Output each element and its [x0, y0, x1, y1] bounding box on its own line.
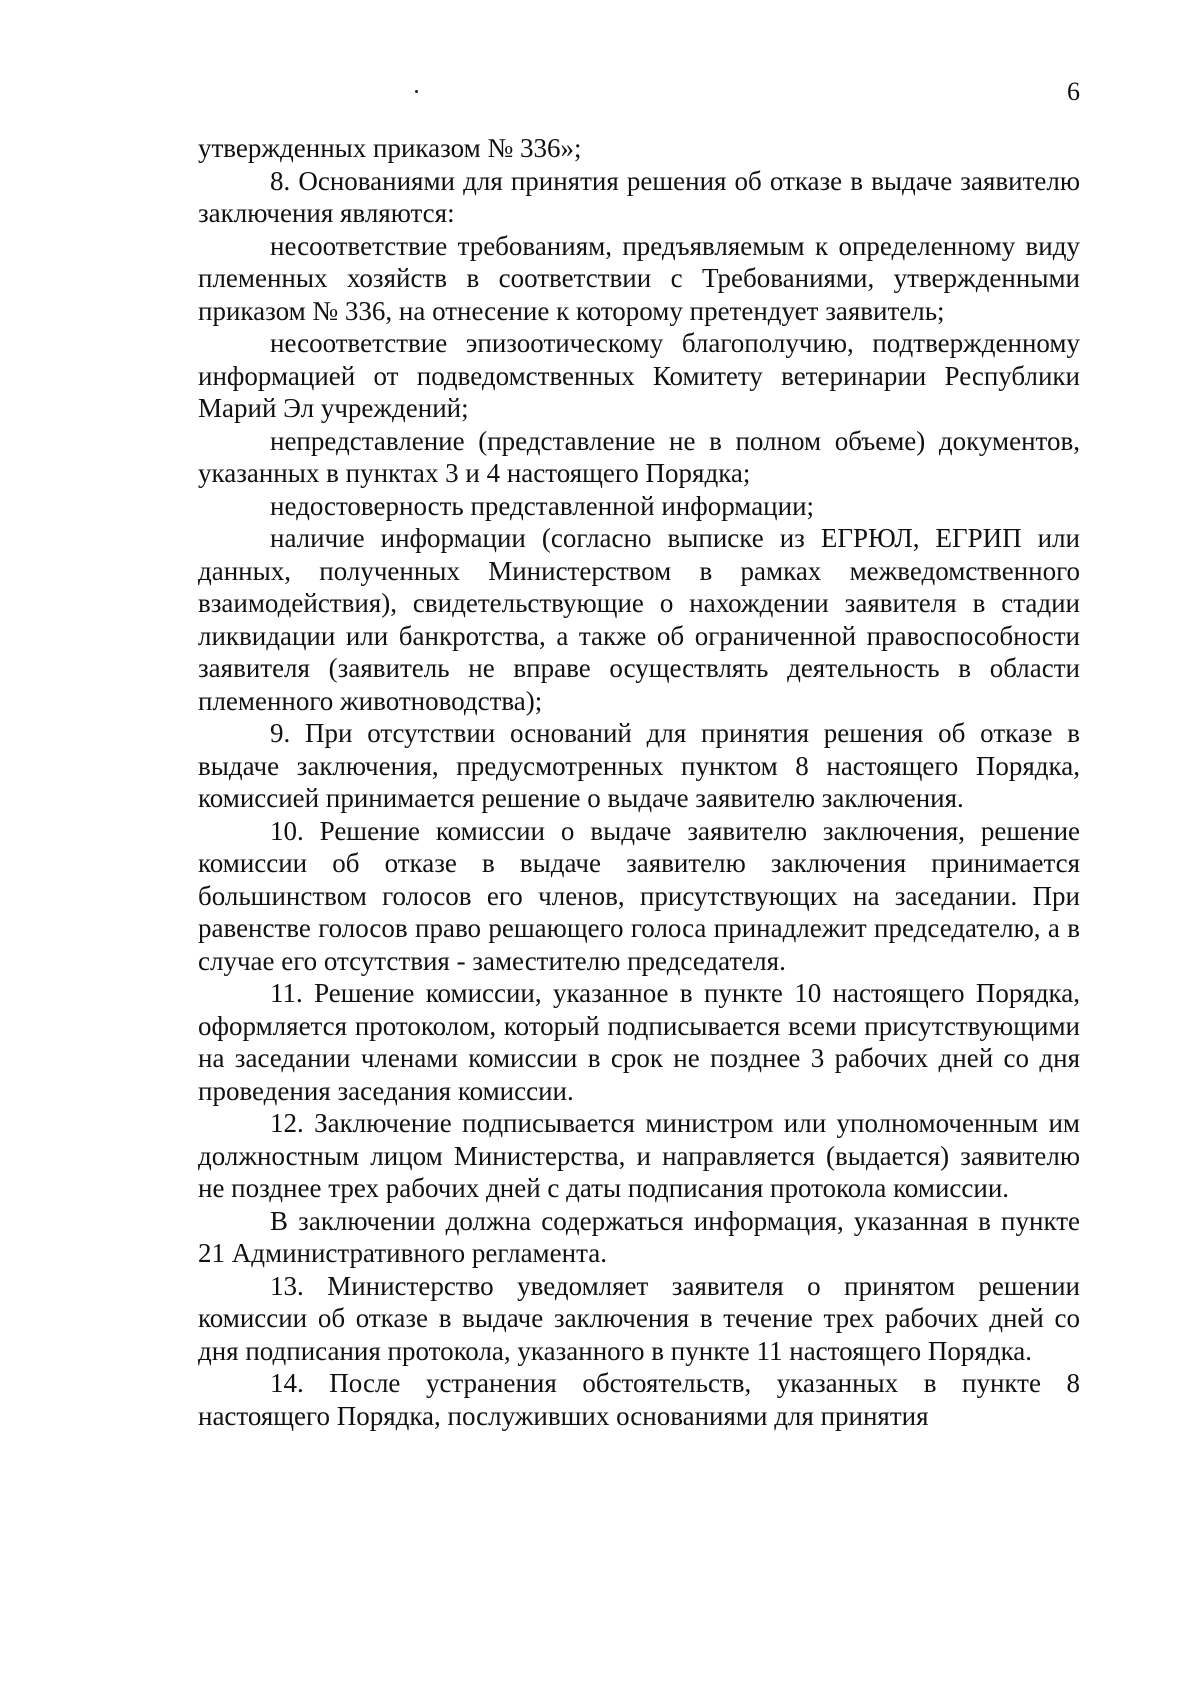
paragraph: 13. Министерство уведомляет заявителя о принятом решении комиссии об отказе в выдаче заключения в течение трех рабочих дней со дня подписания протокола, указанного в пункте 11 настоящего Порядка.: [198, 1270, 1080, 1366]
paragraph: несоответствие требованиям, предъявляемым к определенному виду племенных хозяйств в соответствии с Требованиями, утвержденными приказом № 336, на отнесение к которому претендует заявитель;: [198, 230, 1080, 326]
paragraph: утвержденных приказом № 336»;: [198, 133, 582, 163]
paragraph: 8. Основаниями для принятия решения об отказе в выдаче заявителю заключения являются:: [198, 165, 1080, 228]
paragraph: 9. При отсутствии оснований для принятия решения об отказе в выдаче заключения, предусмотренных пунктом 8 настоящего Порядка, комиссией принимается решение о выдаче заявителю заключения.: [198, 718, 1080, 813]
paragraph: 10. Решение комиссии о выдаче заявителю заключения, решение комиссии об отказе в выдаче заявителю заключения принимается большинством голосов его членов, присутствующих на заседании. При равенстве голосов право решающего голоса принадлежит председателю, а в случае его отсутствия - заместителю председателя.: [198, 815, 1080, 976]
paragraph: 11. Решение комиссии, указанное в пункте 10 настоящего Порядка, оформляется протоколом, который подписывается всеми присутствующими на заседании членами комиссии в срок не позднее 3 рабочих дней со дня проведения заседания комиссии.: [198, 978, 1080, 1106]
paragraph: 12. Заключение подписывается министром или уполномоченным им должностным лицом Министерства, и направляется (выдается) заявителю не позднее трех рабочих дней с даты подписания протокола комиссии.: [198, 1108, 1080, 1203]
paragraph: недостоверность представленной информации;: [270, 490, 815, 521]
paragraph: 14. После устранения обстоятельств, указанных в пункте 8 настоящего Порядка, послуживших основаниями для принятия: [198, 1368, 1080, 1431]
scan-artifact-dot: [415, 90, 418, 93]
paragraph: В заключении должна содержаться информация, указанная в пункте 21 Административного регламента.: [198, 1205, 1080, 1268]
document-body: [198, 132, 1080, 1432]
page-number: 6: [1067, 77, 1080, 106]
paragraph: несоответствие эпизоотическому благополучию, подтвержденному информацией от подведомственных Комитету ветеринарии Республики Марий Эл учреждений;: [198, 328, 1080, 423]
paragraph: наличие информации (согласно выписке из ЕГРЮЛ, ЕГРИП или данных, полученных Министерством в рамках межведомственного взаимодействия), свидетельствующие о нахождении заявителя в стадии ликвидации или банкротства, а также об ограниченной правоспособности заявителя (заявитель не вправе осуществлять деятельность в области племенного животноводства);: [198, 523, 1080, 716]
paragraph: непредставление (представление не в полном объеме) документов, указанных в пунктах 3 и 4 настоящего Порядка;: [198, 425, 1080, 488]
